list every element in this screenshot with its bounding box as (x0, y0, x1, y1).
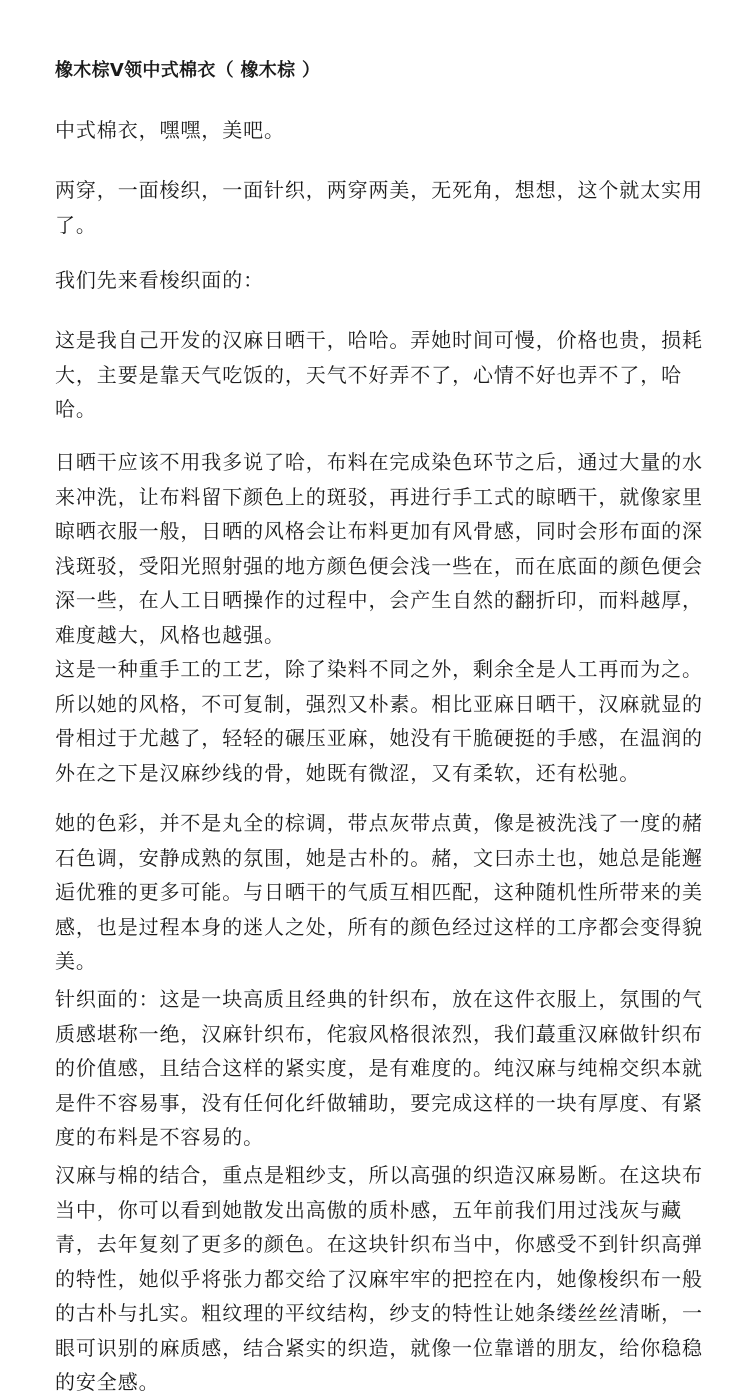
paragraph-sun-dried: 这是我自己开发的汉麻日晒干，哈哈。弄她时间可慢，价格也贵，损耗大，主要是靠天气吃饭的，天气不好弄不了，心情不好也弄不了，哈哈。 (55, 328, 703, 421)
paragraph-knit: 针织面的：这是一块高质且经典的针织布，放在这件衣服上，氛围的气质感堪称一绝，汉麻针织布，侘寂风格很浓烈，我们蕞重汉麻做针织布的价值感，且结合这样的紧实度，是有难度的。纯汉麻与纯棉交织本就是件不容易事，没有任何化纤做辅助，要完成这样的一块有厚度、有紧度的布料是不容易的。 (55, 987, 703, 1149)
paragraph-color: 她的色彩，并不是丸全的棕调，带点灰带点黄，像是被洗浅了一度的赭石色调，安静成熟的氛围，她是古朴的。赭，文曰赤土也，她总是能邂逅优雅的更多可能。与日晒干的气质互相匹配，这种随机性所带来的美感，也是过程本身的迷人之处，所有的颜色经过这样的工序都会变得貌美。 (55, 811, 703, 973)
paragraph-hemp-cotton: 汉麻与棉的结合，重点是粗纱支，所以高强的织造汉麻易断。在这块布当中，你可以看到她散发出高傲的质朴感，五年前我们用过浅灰与藏青，去年复刻了更多的颜色。在这块针织布当中，你感受不到针织高弹的特性，她似乎将张力都交给了汉麻牢牢的把控在内，她像梭织布一般的古朴与扎实。粗纹理的平纹结构，纱支的特性让她条缕丝丝清晰，一眼可识别的麻质感，结合紧实的织造，就像一位靠谱的朋友，给你稳稳的安全感。 (55, 1163, 703, 1394)
article-title: 橡木棕V领中式棉衣（ 橡木棕 ） (55, 60, 321, 81)
paragraph-intro: 中式棉衣，嘿嘿，美吧。 (55, 118, 285, 142)
paragraph-woven-heading: 我们先来看梭织面的： (55, 268, 264, 292)
paragraph-reversible: 两穿，一面梭织，一面针织，两穿两美，无死角，想想，这个就太实用了。 (55, 178, 703, 237)
paragraph-craft: 这是一种重手工的工艺，除了染料不同之外，剩余全是人工再而为之。所以她的风格，不可复制，强烈又朴素。相比亚麻日晒干，汉麻就显的骨相过于尤越了，轻轻的碾压亚麻，她没有干脆硬挺的手感，在温润的外在之下是汉麻纱线的骨，她既有微涩，又有柔软，还有松驰。 (55, 657, 703, 785)
paragraph-process: 日晒干应该不用我多说了哈，布料在完成染色环节之后，通过大量的水来冲洗，让布料留下颜色上的斑驳，再进行手工式的晾晒干，就像家里晾晒衣服一般，日晒的风格会让布料更加有风骨感，同时会形布面的深浅斑驳，受阳光照射强的地方颜色便会浅一些在，而在底面的颜色便会深一些，在人工日晒操作的过程中，会产生自然的翻折印，而料越厚，难度越大，风格也越强。 (55, 450, 703, 647)
